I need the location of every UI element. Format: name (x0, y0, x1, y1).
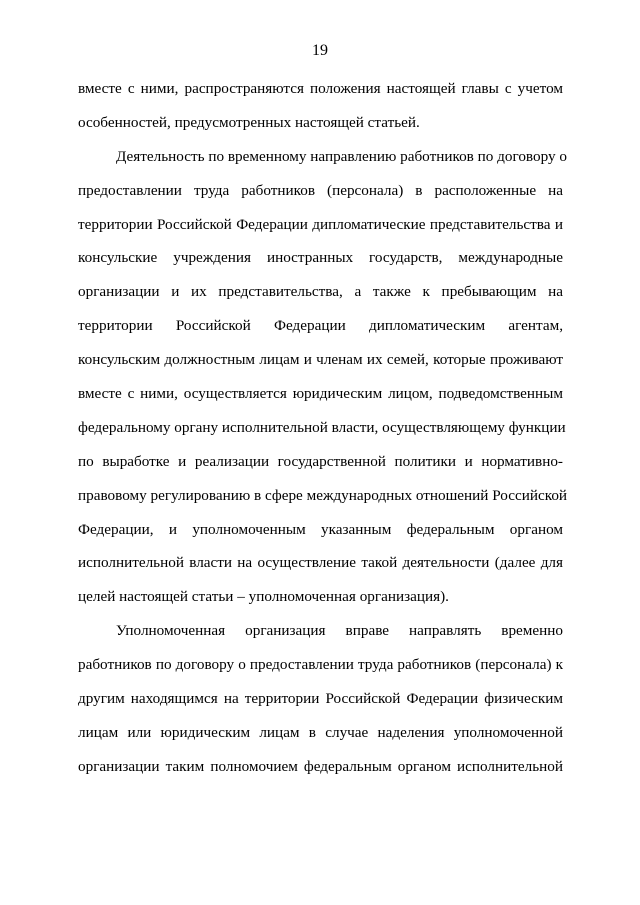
text-line: другим находящимся на территории Российской Федерации физическим (78, 690, 563, 708)
text-line: Федерации, и уполномоченным указанным федеральным органом (78, 520, 563, 538)
text-line: исполнительной власти на осуществление такой деятельности (далее для (78, 554, 563, 572)
text-line: особенностей, предусмотренных настоящей статьей. (78, 113, 420, 131)
text-line: организации и их представительства, а также к пребывающим на (78, 283, 563, 301)
text-line: территории Российской Федерации дипломатические представительства и (78, 215, 563, 233)
document-body (78, 76, 568, 788)
text-line: лицам или юридическим лицам в случае наделения уполномоченной (78, 723, 563, 741)
text-line: консульские учреждения иностранных государств, международные (78, 249, 563, 267)
page-number: 19 (312, 42, 328, 59)
text-line: целей настоящей статьи – уполномоченная организация). (78, 588, 449, 606)
text-line: консульским должностным лицам и членам их семей, которые проживают (78, 351, 563, 369)
text-line: Уполномоченная организация вправе направлять временно (116, 622, 563, 640)
text-line: Деятельность по временному направлению работников по договору о (116, 147, 567, 165)
text-line: работников по договору о предоставлении труда работников (персонала) к (78, 656, 563, 674)
text-line: правовому регулированию в сфере международных отношений Российской (78, 486, 568, 504)
text-line: по выработке и реализации государственной политики и нормативно- (78, 452, 563, 470)
text-line: вместе с ними, осуществляется юридическим лицом, подведомственным (78, 385, 563, 403)
text-line: территории Российской Федерации дипломатическим агентам, (78, 317, 563, 335)
text-line: вместе с ними, распространяются положения настоящей главы с учетом (78, 80, 563, 97)
text-line: предоставлении труда работников (персонала) в расположенные на (78, 181, 563, 199)
text-line: федеральному органу исполнительной власти, осуществляющему функции (78, 418, 566, 436)
text-line: организации таким полномочием федеральным органом исполнительной (78, 757, 563, 775)
